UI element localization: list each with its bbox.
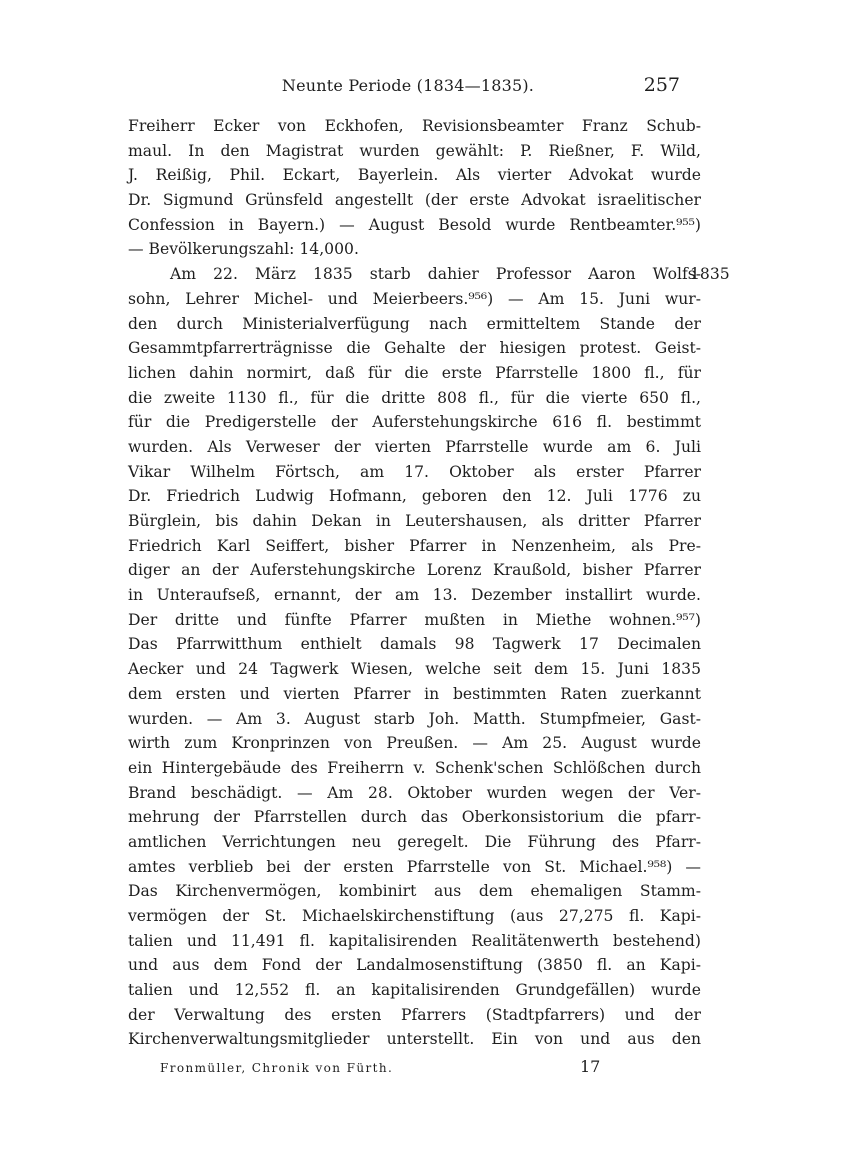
text-line: vermögen der St. Michaelskirchenstiftung (aus 27,275 fl. Kapi- [128,907,701,925]
text-line: wurden. — Am 3. August starb Joh. Matth. Stumpfmeier, Gast- [128,709,701,728]
text-line: Bürglein, bis dahin Dekan in Leutershausen, als dritter Pfarrer [128,512,701,530]
text-line: diger an der Auferstehungskirche Lorenz Kraußold, bisher Pfarrer [128,561,701,580]
text-line: wurden. Als Verweser der vierten Pfarrstelle wurde am 6. Juli [128,437,701,456]
page-number: 257 [643,74,680,96]
text-line: Der dritte und fünfte Pfarrer mußten in Miethe wohnen.⁹⁵⁷) [128,610,701,629]
margin-year: 1835 [690,265,730,283]
text-line: sohn, Lehrer Michel- und Meierbeers.⁹⁵⁶) — Am 15. Juni wur- [128,289,701,308]
footer-author: Fronmüller, Chronik von Fürth. [160,1061,394,1075]
text-line: Freiherr Ecker von Eckhofen, Revisionsbeamter Franz Schub- [128,117,701,135]
text-line: Gesammtpfarrerträgnisse die Gehalte der hiesigen protest. Geist- [128,339,701,358]
text-line: mehrung der Pfarrstellen durch das Oberkonsistorium die pfarr- [128,808,701,827]
text-line: talien und 11,491 fl. kapitalisirenden Realitätenwerth bestehend) [128,931,701,950]
text-line: Kirchenverwaltungsmitglieder unterstellt. Ein von und aus den [128,1030,701,1049]
text-line: in Unteraufseß, ernannt, der am 13. Dezember installirt wurde. [128,586,701,605]
text-line: ein Hintergebäude des Freiherrn v. Schenk'schen Schlößchen durch [128,758,701,777]
text-line: Dr. Sigmund Grünsfeld angestellt (der erste Advokat israelitischer [128,191,701,210]
text-line: J. Reißig, Phil. Eckart, Bayerlein. Als vierter Advokat wurde [128,166,701,185]
text-line: Confession in Bayern.) — August Besold wurde Rentbeamter.⁹⁵⁵) [128,215,701,234]
text-line: lichen dahin normirt, daß für die erste Pfarrstelle 1800 fl., für [128,363,701,382]
text-line: Aecker und 24 Tagwerk Wiesen, welche seit dem 15. Juni 1835 [128,660,701,679]
text-line: dem ersten und vierten Pfarrer in bestimmten Raten zuerkannt [128,684,701,703]
signature-mark: 17 [580,1057,601,1076]
text-line: talien und 12,552 fl. an kapitalisirenden Grundgefällen) wurde [128,981,701,1000]
text-line: Am 22. März 1835 starb dahier Professor Aaron Wolfs- [170,265,701,284]
page-footer [160,1057,600,1079]
text-line: der Verwaltung des ersten Pfarrers (Stadtpfarrers) und der [128,1005,701,1024]
text-line: den durch Ministerialverfügung nach ermitteltem Stande der [128,314,701,333]
text-line: amtlichen Verrichtungen neu geregelt. Die Führung des Pfarr- [128,832,701,851]
text-line: Dr. Friedrich Ludwig Hofmann, geboren den 12. Juli 1776 zu [128,487,701,506]
text-line: amtes verblieb bei der ersten Pfarrstelle von St. Michael.⁹⁵⁸) — [128,857,701,876]
page-header [128,74,688,100]
text-line: — Bevölkerungszahl: 14,000. [128,240,359,259]
text-line: wirth zum Kronprinzen von Preußen. — Am 25. August wurde [128,734,701,753]
text-line: und aus dem Fond der Landalmosenstiftung (3850 fl. an Kapi- [128,956,701,975]
text-line: Das Kirchenvermögen, kombinirt aus dem ehemaligen Stamm- [128,882,701,901]
text-line: Brand beschädigt. — Am 28. Oktober wurden wegen der Ver- [128,783,701,802]
running-head: Neunte Periode (1834—1835). [281,76,535,95]
text-line: für die Predigerstelle der Auferstehungskirche 616 fl. bestimmt [128,413,701,432]
text-line: Das Pfarrwitthum enthielt damals 98 Tagwerk 17 Decimalen [128,635,701,654]
text-line: die zweite 1130 fl., für die dritte 808 fl., für die vierte 650 fl., [128,388,701,407]
body-text [128,114,701,1052]
text-line: Vikar Wilhelm Förtsch, am 17. Oktober als erster Pfarrer [128,462,701,481]
text-line: maul. In den Magistrat wurden gewählt: P. Rießner, F. Wild, [128,141,701,160]
text-line: Friedrich Karl Seiffert, bisher Pfarrer in Nenzenheim, als Pre- [128,536,701,555]
